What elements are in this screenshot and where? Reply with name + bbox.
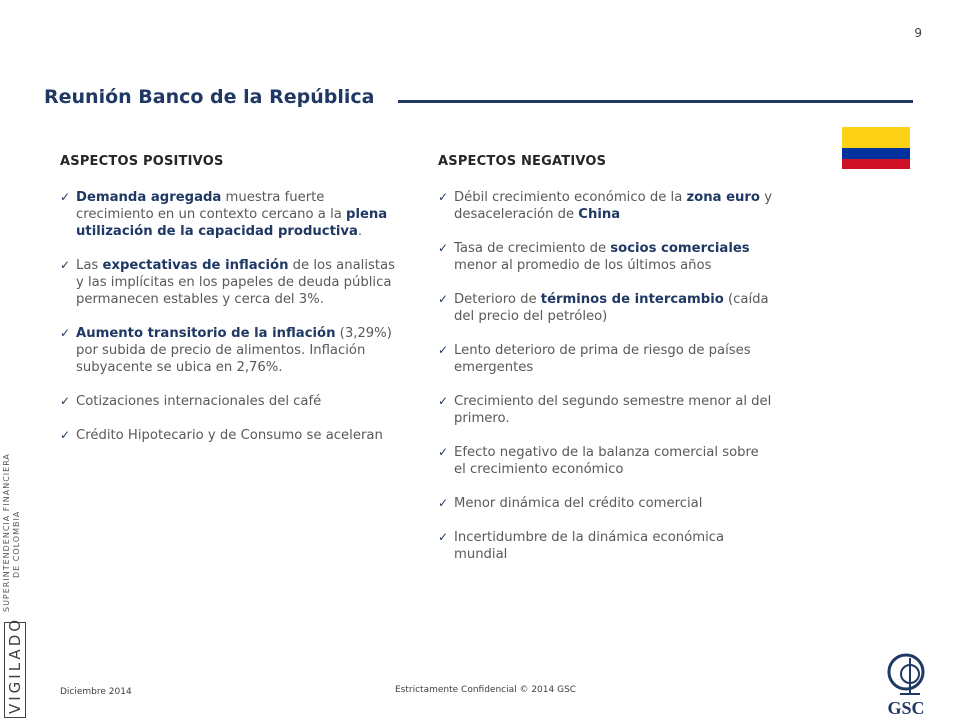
gsc-logo-text: GSC [887,698,925,718]
item-text: Cotizaciones internacionales del café [76,394,322,409]
negative-item [438,495,773,512]
page-number: 9 [914,26,922,40]
emphasis-text: socios comerciales [610,241,750,256]
negative-item [438,393,773,427]
emphasis-text: zona euro [686,190,760,205]
emphasis-text: Demanda agregada [76,190,222,205]
positive-aspects-column [60,154,405,461]
colombia-flag-icon [842,127,910,169]
flag-red-stripe [842,159,910,169]
emphasis-text: plena utilización de la capacidad productiva [76,207,388,239]
item-text: Crédito Hipotecario y de Consumo se aceleran [76,428,383,443]
item-text: de los analistas y las implícitas en los papeles de deuda pública permanecen estables y cerca del 3%. [76,258,395,307]
checkmark-icon: ✓ [60,428,71,442]
checkmark-icon: ✓ [438,496,449,510]
sidebar-superintendencia [2,412,22,612]
negative-aspects-heading: ASPECTOS NEGATIVOS [438,154,607,169]
sidebar-de-colombia-line: DE COLOMBIA [12,510,21,578]
flag-yellow-stripe [842,127,910,148]
emphasis-text: términos de intercambio [540,292,724,307]
item-text: (caída del precio del petróleo) [454,292,769,324]
checkmark-icon: ✓ [60,326,71,340]
negative-item [438,529,773,563]
item-text: menor al promedio de los últimos años [454,258,712,273]
item-text: . [357,224,363,239]
checkmark-icon: ✓ [60,258,71,272]
negative-aspects-column [438,154,773,580]
item-text: (3,29%) por subida de precio de alimentos. Inflación subyacente se ubica en 2,76%. [76,326,392,375]
checkmark-icon: ✓ [60,190,71,204]
positive-item [60,189,405,240]
negative-aspects-list [438,189,773,563]
positive-aspects-heading: ASPECTOS POSITIVOS [60,154,224,169]
item-text: muestra fuerte crecimiento en un contexto cercano a la [76,190,347,222]
vigilado-label: VIGILADO [6,616,24,714]
item-text: Tasa de crecimiento de [454,241,611,256]
positive-item [60,427,405,444]
negative-item [438,189,773,223]
page-title: Reunión Banco de la República [44,86,375,108]
checkmark-icon: ✓ [438,343,449,357]
checkmark-icon: ✓ [438,394,449,408]
emphasis-text: China [578,207,621,222]
item-text: Débil crecimiento económico de la [454,190,687,205]
item-text: Deterioro de [454,292,541,307]
checkmark-icon: ✓ [438,530,449,544]
checkmark-icon: ✓ [60,394,71,408]
item-text: Menor dinámica del crédito comercial [454,496,703,511]
item-text: Lento deterioro de prima de riesgo de países emergentes [454,343,751,375]
flag-blue-stripe [842,148,910,159]
sidebar-superintendencia-line: SUPERINTENDENCIA FINANCIERA [2,453,11,612]
item-text: y desaceleración de [454,190,772,222]
positive-aspects-list [60,189,405,444]
gsc-logo-icon [870,648,942,718]
item-text: Crecimiento del segundo semestre menor al del primero. [454,394,772,426]
checkmark-icon: ✓ [438,445,449,459]
item-text: Incertidumbre de la dinámica económica mundial [454,530,725,562]
positive-item [60,393,405,410]
title-rule [398,100,913,103]
footer-date: Diciembre 2014 [60,687,132,697]
negative-item [438,291,773,325]
emphasis-text: expectativas de inflación [102,258,289,273]
positive-item [60,325,405,376]
negative-item [438,240,773,274]
item-text: Las [76,258,103,273]
checkmark-icon: ✓ [438,241,449,255]
negative-item [438,342,773,376]
positive-item [60,257,405,308]
negative-item [438,444,773,478]
checkmark-icon: ✓ [438,190,449,204]
emphasis-text: Aumento transitorio de la inflación [76,326,336,341]
footer-confidential: Estrictamente Confidencial © 2014 GSC [395,685,577,695]
checkmark-icon: ✓ [438,292,449,306]
item-text: Efecto negativo de la balanza comercial sobre el crecimiento económico [454,445,759,477]
